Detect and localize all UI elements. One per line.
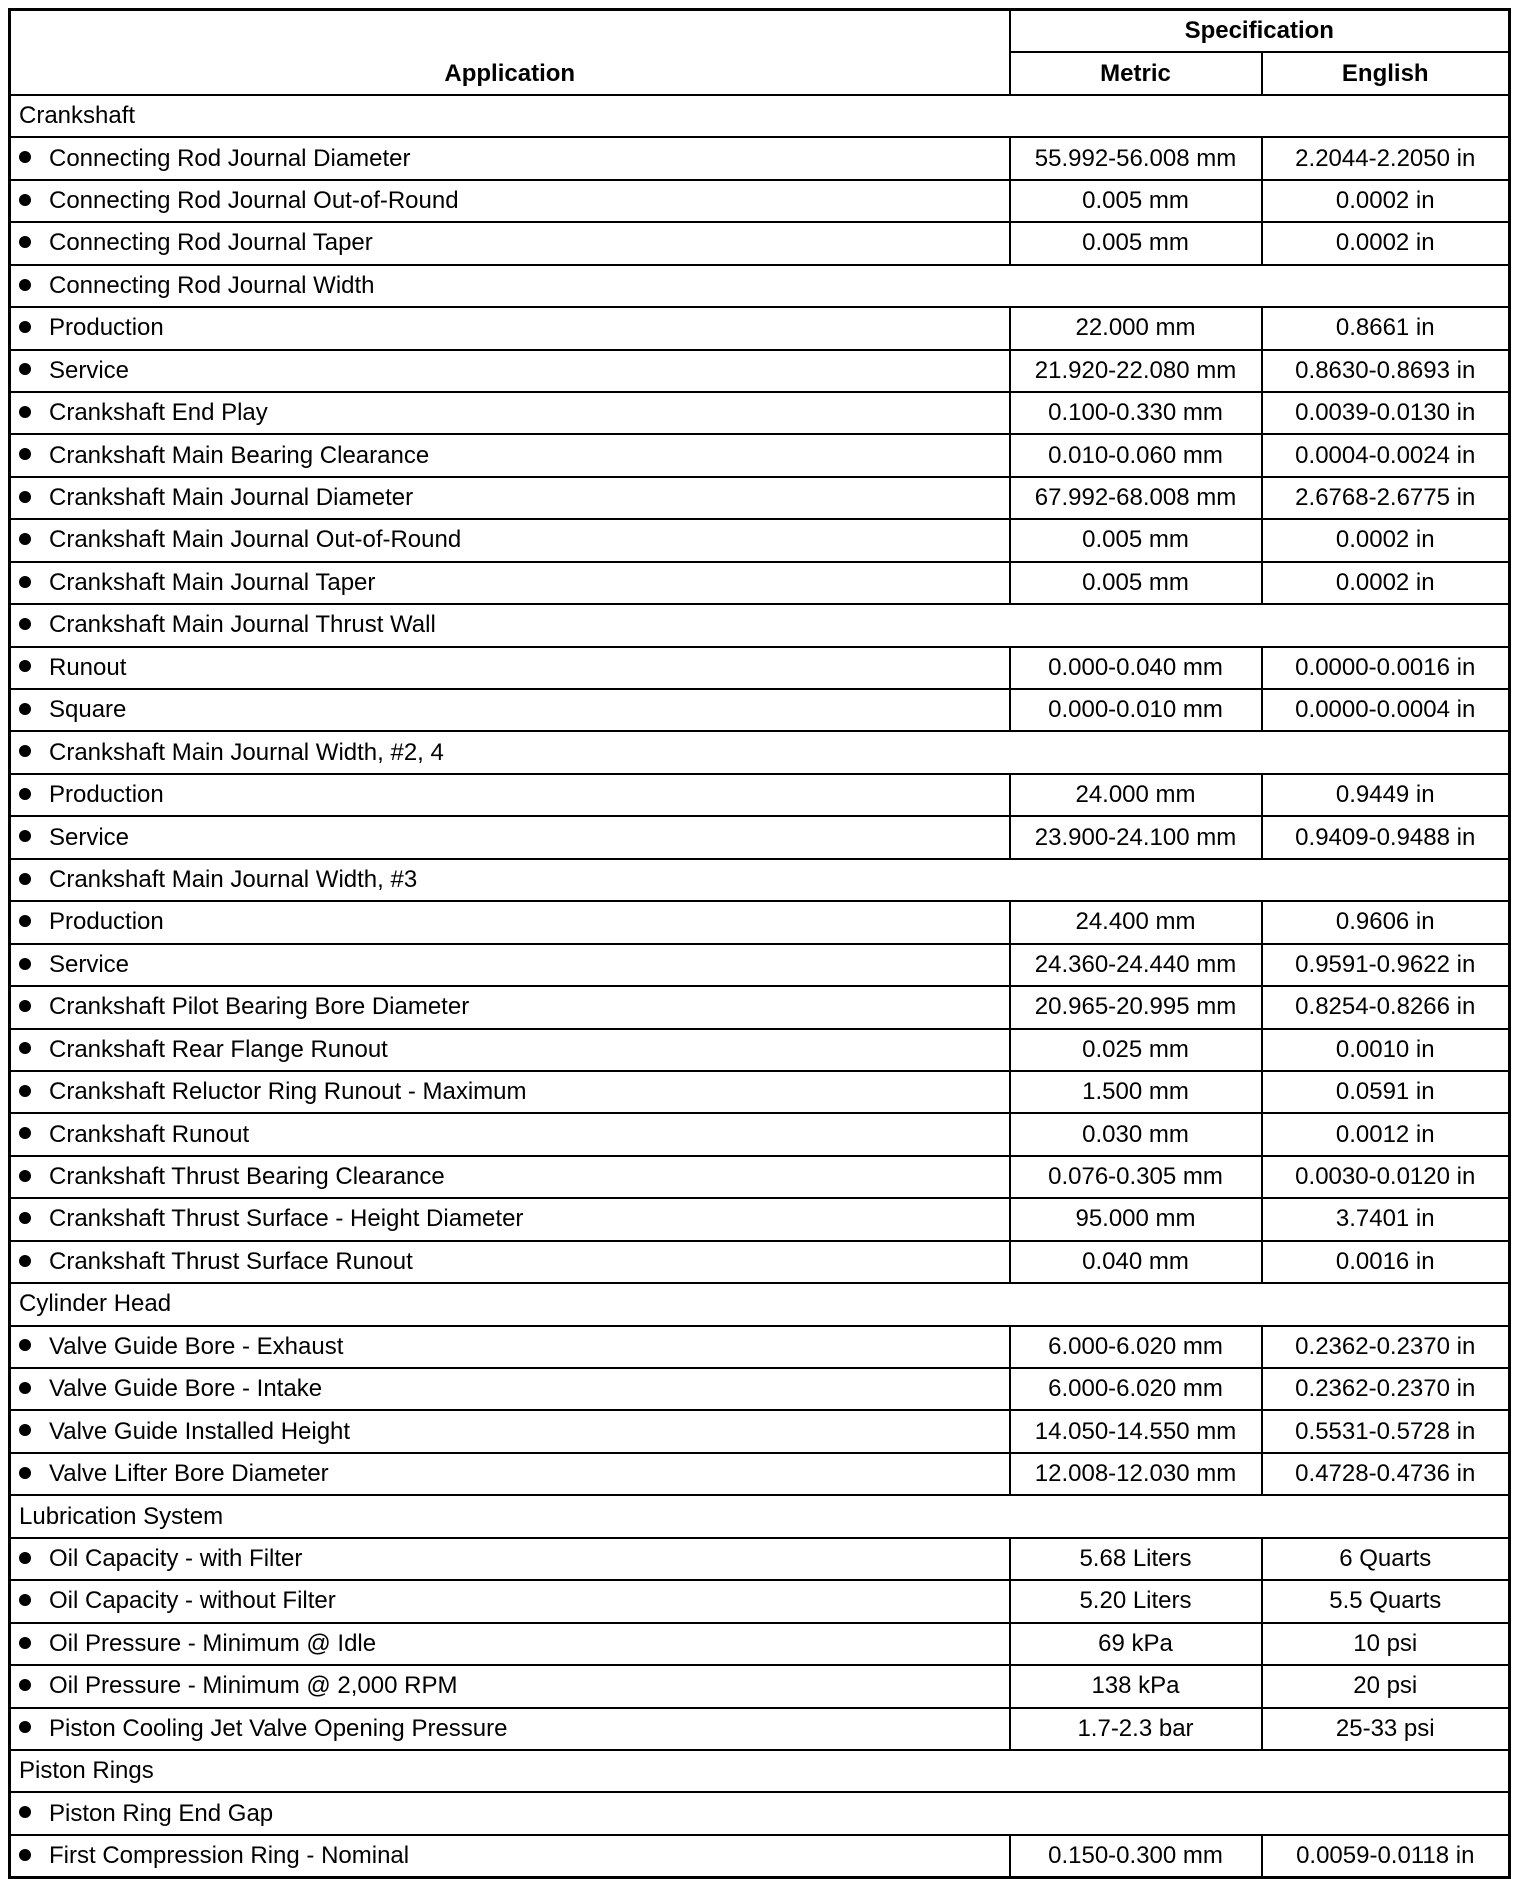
application-cell (10, 1708, 1010, 1750)
metric-value: 14.050-14.550 mm (1010, 1410, 1262, 1452)
english-value: 0.0030-0.0120 in (1262, 1156, 1510, 1198)
item-label: Crankshaft Main Journal Out-of-Round (49, 526, 462, 554)
table-row (10, 689, 1510, 731)
application-cell (10, 647, 1010, 689)
application-cell (10, 1410, 1010, 1452)
metric-value: 0.000-0.010 mm (1010, 689, 1262, 731)
item-label: Oil Pressure - Minimum @ Idle (49, 1629, 377, 1657)
application-cell (10, 689, 1010, 731)
english-value: 0.5531-0.5728 in (1262, 1410, 1510, 1452)
item-label: First Compression Ring - Nominal (49, 1842, 410, 1870)
metric-value: 0.000-0.040 mm (1010, 647, 1262, 689)
bullet-icon (19, 194, 31, 206)
metric-value: 55.992-56.008 mm (1010, 137, 1262, 179)
item-label: Production (49, 314, 164, 342)
metric-value: 20.965-20.995 mm (1010, 986, 1262, 1028)
item-label: Crankshaft Thrust Bearing Clearance (49, 1163, 445, 1191)
metric-value: 12.008-12.030 mm (1010, 1453, 1262, 1495)
application-cell (10, 944, 1010, 986)
bullet-icon (19, 1255, 31, 1267)
item-label: Oil Capacity - without Filter (49, 1587, 336, 1615)
item-label: Service (49, 356, 130, 384)
table-row (10, 944, 1510, 986)
item-label: Connecting Rod Journal Width (49, 271, 375, 299)
item-label: Production (49, 781, 164, 809)
english-value: 0.0591 in (1262, 1071, 1510, 1113)
table-row (10, 1071, 1510, 1113)
english-value: 0.8661 in (1262, 307, 1510, 349)
section-row (10, 1495, 1510, 1537)
bullet-icon (19, 1679, 31, 1691)
application-cell (10, 1368, 1010, 1410)
english-value: 0.0004-0.0024 in (1262, 434, 1510, 476)
bullet-icon (19, 745, 31, 757)
application-cell (10, 222, 1010, 264)
item-label: Crankshaft Main Bearing Clearance (49, 441, 430, 469)
table-row (10, 222, 1510, 264)
english-value: 3.7401 in (1262, 1198, 1510, 1240)
bullet-icon (19, 660, 31, 672)
english-value: 2.6768-2.6775 in (1262, 477, 1510, 519)
item-label: Piston Cooling Jet Valve Opening Pressure (49, 1714, 508, 1742)
item-label: Valve Lifter Bore Diameter (49, 1460, 329, 1488)
table-row (10, 1580, 1510, 1622)
bullet-icon (19, 1000, 31, 1012)
section-row (10, 1283, 1510, 1325)
item-label: Oil Capacity - with Filter (49, 1544, 303, 1572)
application-cell (10, 434, 1010, 476)
application-cell (10, 1241, 1010, 1283)
bullet-icon (19, 958, 31, 970)
group-row (10, 1792, 1510, 1834)
bullet-icon (19, 830, 31, 842)
table-row (10, 1156, 1510, 1198)
application-cell (10, 519, 1010, 561)
item-label: Valve Guide Bore - Intake (49, 1375, 323, 1403)
item-label: Connecting Rod Journal Out-of-Round (49, 186, 459, 214)
application-cell (10, 604, 1510, 646)
metric-value: 22.000 mm (1010, 307, 1262, 349)
table-row (10, 1538, 1510, 1580)
table-row (10, 1453, 1510, 1495)
table-row (10, 816, 1510, 858)
bullet-icon (19, 1382, 31, 1394)
item-label: Crankshaft Thrust Surface Runout (49, 1247, 413, 1275)
english-value: 0.8630-0.8693 in (1262, 350, 1510, 392)
metric-value: 24.360-24.440 mm (1010, 944, 1262, 986)
table-row (10, 986, 1510, 1028)
application-cell (10, 1198, 1010, 1240)
metric-value: 6.000-6.020 mm (1010, 1326, 1262, 1368)
application-cell (10, 986, 1010, 1028)
item-label: Piston Ring End Gap (49, 1799, 274, 1827)
application-cell (10, 1580, 1010, 1622)
section-row (10, 95, 1510, 137)
table-row (10, 519, 1510, 561)
table-row (10, 350, 1510, 392)
english-value: 0.9449 in (1262, 774, 1510, 816)
table-row (10, 137, 1510, 179)
metric-value: 0.040 mm (1010, 1241, 1262, 1283)
metric-value: 0.076-0.305 mm (1010, 1156, 1262, 1198)
metric-value: 69 kPa (1010, 1623, 1262, 1665)
application-cell (10, 137, 1010, 179)
bullet-icon (19, 236, 31, 248)
section-row (10, 1750, 1510, 1792)
item-label: Crankshaft Main Journal Taper (49, 568, 376, 596)
table-row (10, 901, 1510, 943)
bullet-icon (19, 788, 31, 800)
metric-value: 21.920-22.080 mm (1010, 350, 1262, 392)
item-label: Crankshaft Main Journal Diameter (49, 484, 414, 512)
application-cell (10, 859, 1510, 901)
bullet-icon (19, 1170, 31, 1182)
bullet-icon (19, 1212, 31, 1224)
section-label: Crankshaft (10, 95, 1510, 137)
specification-table (8, 8, 1511, 1879)
application-cell (10, 1453, 1010, 1495)
metric-value: 0.010-0.060 mm (1010, 434, 1262, 476)
group-row (10, 731, 1510, 773)
english-value: 0.0002 in (1262, 222, 1510, 264)
english-value: 20 psi (1262, 1665, 1510, 1707)
item-label: Service (49, 823, 130, 851)
table-row (10, 1410, 1510, 1452)
english-value: 0.0016 in (1262, 1241, 1510, 1283)
english-value: 25-33 psi (1262, 1708, 1510, 1750)
metric-value: 0.030 mm (1010, 1113, 1262, 1155)
english-header: English (1262, 52, 1510, 94)
section-label: Cylinder Head (10, 1283, 1510, 1325)
application-cell (10, 1029, 1010, 1071)
english-value: 0.0059-0.0118 in (1262, 1835, 1510, 1878)
application-cell (10, 1623, 1010, 1665)
item-label: Service (49, 950, 130, 978)
bullet-icon (19, 915, 31, 927)
application-cell (10, 180, 1010, 222)
item-label: Crankshaft Reluctor Ring Runout - Maximum (49, 1078, 527, 1106)
metric-value: 0.025 mm (1010, 1029, 1262, 1071)
metric-value: 0.005 mm (1010, 222, 1262, 264)
bullet-icon (19, 321, 31, 333)
application-cell (10, 1156, 1010, 1198)
item-label: Connecting Rod Journal Taper (49, 229, 373, 257)
metric-value: 0.100-0.330 mm (1010, 392, 1262, 434)
item-label: Valve Guide Bore - Exhaust (49, 1332, 344, 1360)
metric-value: 1.500 mm (1010, 1071, 1262, 1113)
section-label: Lubrication System (10, 1495, 1510, 1537)
bullet-icon (19, 533, 31, 545)
application-cell (10, 901, 1010, 943)
application-cell (10, 1538, 1010, 1580)
table-row (10, 774, 1510, 816)
item-label: Runout (49, 653, 127, 681)
bullet-icon (19, 1339, 31, 1351)
application-cell (10, 1835, 1010, 1878)
item-label: Crankshaft Main Journal Width, #2, 4 (49, 738, 444, 766)
bullet-icon (19, 1424, 31, 1436)
table-row (10, 180, 1510, 222)
group-row (10, 265, 1510, 307)
group-row (10, 859, 1510, 901)
application-cell (10, 477, 1010, 519)
application-cell (10, 350, 1010, 392)
table-row (10, 434, 1510, 476)
specification-rows (10, 95, 1510, 1878)
group-row (10, 604, 1510, 646)
bullet-icon (19, 873, 31, 885)
item-label: Crankshaft Pilot Bearing Bore Diameter (49, 993, 470, 1021)
application-cell (10, 392, 1010, 434)
bullet-icon (19, 491, 31, 503)
application-cell (10, 1792, 1510, 1834)
metric-value: 24.400 mm (1010, 901, 1262, 943)
metric-value: 138 kPa (1010, 1665, 1262, 1707)
table-row (10, 1665, 1510, 1707)
table-row (10, 1708, 1510, 1750)
english-value: 5.5 Quarts (1262, 1580, 1510, 1622)
metric-value: 0.005 mm (1010, 519, 1262, 561)
item-label: Crankshaft Thrust Surface - Height Diameter (49, 1205, 524, 1233)
bullet-icon (19, 1594, 31, 1606)
table-row (10, 1835, 1510, 1878)
metric-value: 24.000 mm (1010, 774, 1262, 816)
item-label: Connecting Rod Journal Diameter (49, 144, 411, 172)
item-label: Crankshaft End Play (49, 399, 268, 427)
bullet-icon (19, 703, 31, 715)
english-value: 0.9591-0.9622 in (1262, 944, 1510, 986)
bullet-icon (19, 279, 31, 291)
bullet-icon (19, 618, 31, 630)
bullet-icon (19, 1042, 31, 1054)
table-row (10, 1326, 1510, 1368)
application-cell (10, 1665, 1010, 1707)
english-value: 0.0039-0.0130 in (1262, 392, 1510, 434)
english-value: 0.8254-0.8266 in (1262, 986, 1510, 1028)
application-cell (10, 1113, 1010, 1155)
metric-value: 23.900-24.100 mm (1010, 816, 1262, 858)
table-row (10, 1241, 1510, 1283)
application-cell (10, 1071, 1010, 1113)
bullet-icon (19, 1806, 31, 1818)
english-value: 0.0002 in (1262, 519, 1510, 561)
metric-value: 1.7-2.3 bar (1010, 1708, 1262, 1750)
item-label: Oil Pressure - Minimum @ 2,000 RPM (49, 1672, 458, 1700)
english-value: 0.2362-0.2370 in (1262, 1326, 1510, 1368)
table-row (10, 1368, 1510, 1410)
metric-value: 5.20 Liters (1010, 1580, 1262, 1622)
english-value: 0.0012 in (1262, 1113, 1510, 1155)
table-row (10, 1623, 1510, 1665)
english-value: 0.0000-0.0004 in (1262, 689, 1510, 731)
application-header: Application (10, 10, 1010, 95)
metric-value: 0.005 mm (1010, 562, 1262, 604)
english-value: 0.0010 in (1262, 1029, 1510, 1071)
metric-value: 6.000-6.020 mm (1010, 1368, 1262, 1410)
metric-value: 5.68 Liters (1010, 1538, 1262, 1580)
item-label: Valve Guide Installed Height (49, 1417, 351, 1445)
table-row (10, 477, 1510, 519)
english-value: 6 Quarts (1262, 1538, 1510, 1580)
bullet-icon (19, 151, 31, 163)
bullet-icon (19, 1552, 31, 1564)
bullet-icon (19, 1721, 31, 1733)
application-cell (10, 1326, 1010, 1368)
table-row (10, 647, 1510, 689)
application-cell (10, 816, 1010, 858)
table-row (10, 1198, 1510, 1240)
application-cell (10, 731, 1510, 773)
english-value: 10 psi (1262, 1623, 1510, 1665)
application-cell (10, 562, 1010, 604)
table-row (10, 392, 1510, 434)
bullet-icon (19, 1637, 31, 1649)
metric-value: 67.992-68.008 mm (1010, 477, 1262, 519)
bullet-icon (19, 1127, 31, 1139)
item-label: Crankshaft Main Journal Width, #3 (49, 865, 418, 893)
application-cell (10, 774, 1010, 816)
specification-header: Specification (1010, 10, 1510, 53)
bullet-icon (19, 406, 31, 418)
english-value: 0.2362-0.2370 in (1262, 1368, 1510, 1410)
english-value: 0.0002 in (1262, 562, 1510, 604)
table-row (10, 1029, 1510, 1071)
english-value: 2.2044-2.2050 in (1262, 137, 1510, 179)
table-row (10, 307, 1510, 349)
header-row-top (10, 10, 1510, 53)
metric-header: Metric (1010, 52, 1262, 94)
english-value: 0.4728-0.4736 in (1262, 1453, 1510, 1495)
bullet-icon (19, 448, 31, 460)
application-cell (10, 265, 1510, 307)
item-label: Production (49, 908, 164, 936)
metric-value: 0.005 mm (1010, 180, 1262, 222)
bullet-icon (19, 1849, 31, 1861)
application-cell (10, 307, 1010, 349)
metric-value: 0.150-0.300 mm (1010, 1835, 1262, 1878)
english-value: 0.0002 in (1262, 180, 1510, 222)
item-label: Crankshaft Main Journal Thrust Wall (49, 611, 436, 639)
table-row (10, 562, 1510, 604)
english-value: 0.0000-0.0016 in (1262, 647, 1510, 689)
item-label: Square (49, 696, 127, 724)
table-row (10, 1113, 1510, 1155)
section-label: Piston Rings (10, 1750, 1510, 1792)
metric-value: 95.000 mm (1010, 1198, 1262, 1240)
item-label: Crankshaft Rear Flange Runout (49, 1035, 388, 1063)
item-label: Crankshaft Runout (49, 1120, 250, 1148)
bullet-icon (19, 1467, 31, 1479)
english-value: 0.9409-0.9488 in (1262, 816, 1510, 858)
english-value: 0.9606 in (1262, 901, 1510, 943)
bullet-icon (19, 363, 31, 375)
bullet-icon (19, 1085, 31, 1097)
bullet-icon (19, 576, 31, 588)
